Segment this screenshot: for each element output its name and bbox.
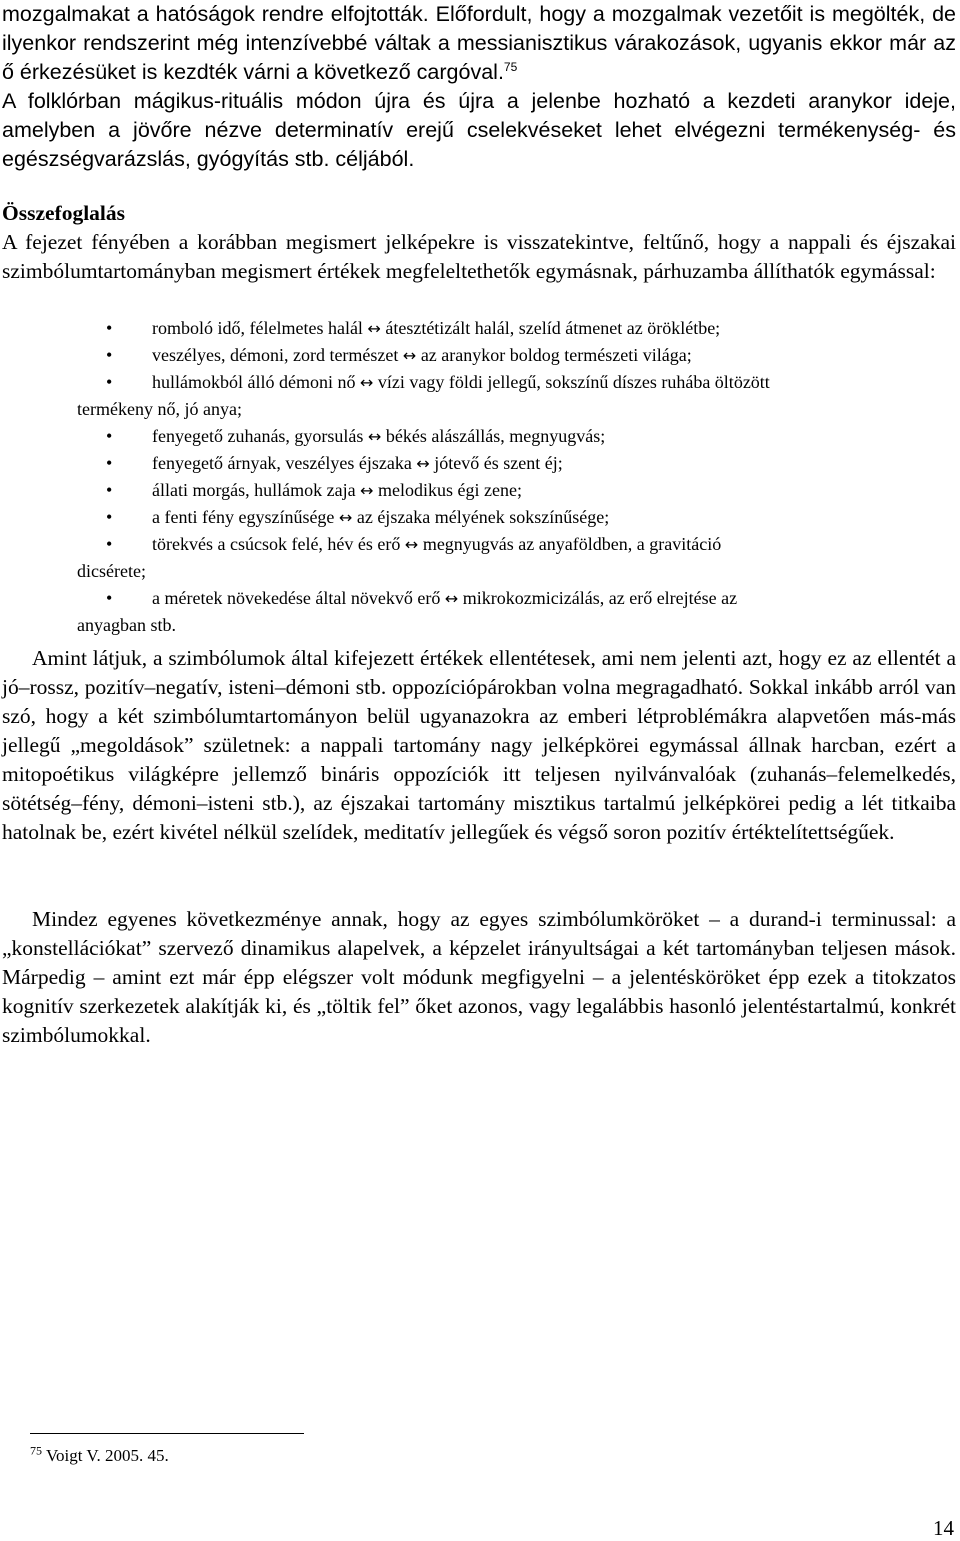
bullet-icon: • — [106, 534, 113, 554]
item-continuation: anyagban stb. — [77, 615, 176, 635]
double-arrow-icon: ↔ — [444, 589, 459, 608]
list-item — [2, 477, 956, 504]
page-number: 14 — [933, 1516, 954, 1540]
section-heading: Összefoglalás — [2, 201, 126, 225]
item-continuation: dicsérete; — [77, 561, 146, 581]
double-arrow-icon: ↔ — [338, 508, 353, 527]
item-left: hullámokból álló démoni nő — [152, 372, 356, 392]
paragraph-summary-intro: A fejezet fényében a korábban megismert jelképekre is visszatekintve, feltűnő, hogy a nappali és éjszakai szimbólumtartományban megismert értékek megfeleltethetők egymásnak, párhuzamba állíthatók egymással: — [2, 230, 956, 283]
item-right: vízi vagy földi jellegű, sokszínű díszes ruhába öltözött — [377, 372, 770, 392]
paragraph-constellations: Mindez egyenes következménye annak, hogy az egyes szimbólumköröket – a durand-i terminussal: a „konstellációkat” szervező dinamikus alapelvek, a képzelet irányultságai a két tartományban teljesen mások. Márpedig – amint ezt már épp elégszer volt módunk megfigyelni – a jelentésköröket épp ezek a titokzatos kognitív szerkezetek alakítják ki, és „töltik fel” őket azonos, vagy legalábbis hasonló jelentéstartalmú, konkrét szimbólumokkal. — [2, 907, 956, 1047]
footnote-divider — [30, 1433, 304, 1434]
item-right: jótevő és szent éj; — [434, 453, 563, 473]
bullet-icon: • — [106, 507, 113, 527]
item-left: a méretek növekedése által növekvő erő — [152, 588, 441, 608]
item-right: az aranykor boldog természeti világa; — [420, 345, 692, 365]
double-arrow-icon: ↔ — [359, 373, 374, 392]
double-arrow-icon: ↔ — [367, 319, 381, 338]
item-left: romboló idő, félelmetes halál — [152, 318, 363, 338]
footnote-text: Voigt V. 2005. 45. — [45, 1446, 169, 1465]
item-left: állati morgás, hullámok zaja — [152, 480, 356, 500]
list-item — [2, 585, 956, 639]
item-continuation: termékeny nő, jó anya; — [77, 399, 242, 419]
double-arrow-icon: ↔ — [404, 535, 419, 554]
item-right: megnyugvás az anyaföldben, a gravitáció — [422, 534, 722, 554]
list-item — [2, 342, 956, 369]
footnote-reference: 75 — [503, 59, 518, 74]
paragraph-cargo-movements — [2, 0, 956, 87]
paragraph-folklore: A folklórban mágikus-rituális módon újra és újra a jelenbe hozható a kezdeti aranykor ideje, amelyben a jövőre nézve determinatív erejű cselekvéseket lehet elvégezni termékenység- és egészségvarázslás, gyógyítás stb. céljából. — [2, 89, 956, 171]
list-item — [2, 450, 956, 477]
item-right: békés alászállás, megnyugvás; — [385, 426, 606, 446]
bullet-icon: • — [106, 372, 113, 392]
bullet-icon: • — [106, 588, 113, 608]
item-right: átesztétizált halál, szelíd átmenet az öröklétbe; — [385, 318, 721, 338]
item-left: fenyegető árnyak, veszélyes éjszaka — [152, 453, 412, 473]
item-right: az éjszaka mélyének sokszínűsége; — [356, 507, 610, 527]
paragraph-values-opposition: Amint látjuk, a szimbólumok által kifejezett értékek ellentétesek, ami nem jelenti azt, hogy ez az ellentét a jó–rossz, pozitív–negatív, isteni–démoni stb. oppozíciópárokban volna megragadható. Sokkal inkább arról van szó, hogy a két szimbólumtartományon belül ugyanazokra az emberi létproblémákra alapvetően más-más jellegű „megoldások” születnek: a nappali tartomány nagy jelképkörei egymással állnak harcban, ezért a mitopoétikus világképre jellemző bináris oppozíciók itt teljesen nyilvánvalóak (zuhanás–felemelkedés, sötétség–fény, démoni–isteni stb.), az éjszakai tartomány misztikus tartalmú jelképkörei pedig a lét titkaiba hatolnak be, ezért kivétel nélkül szelídek, meditatív jellegűek és végső soron pozitív értéktelítettségűek. — [2, 646, 956, 844]
item-left: törekvés a csúcsok felé, hév és erő — [152, 534, 401, 554]
bullet-icon: • — [106, 345, 113, 365]
item-left: veszélyes, démoni, zord természet — [152, 345, 399, 365]
bullet-icon: • — [106, 480, 113, 500]
list-item — [2, 531, 956, 585]
list-item — [2, 315, 956, 342]
footnote-number: 75 — [30, 1443, 42, 1458]
bullet-icon: • — [106, 453, 113, 473]
double-arrow-icon: ↔ — [367, 427, 382, 446]
list-item — [2, 423, 956, 450]
item-left: fenyegető zuhanás, gyorsulás — [152, 426, 364, 446]
item-left: a fenti fény egyszínűsége — [152, 507, 335, 527]
paragraph-text: mozgalmakat a hatóságok rendre elfojtották. Előfordult, hogy a mozgalmak vezetőit is megölték, de ilyenkor rendszerint még intenzívebbé váltak a messianisztikus várakozások, ugyanis ekkor már az ő érkezésüket is kezdték várni a következő cargóval. — [2, 2, 956, 84]
double-arrow-icon: ↔ — [402, 346, 417, 365]
list-item — [2, 369, 956, 423]
list-item — [2, 504, 956, 531]
bullet-icon: • — [106, 426, 113, 446]
item-right: melodikus égi zene; — [378, 480, 522, 500]
double-arrow-icon: ↔ — [416, 454, 430, 473]
double-arrow-icon: ↔ — [360, 481, 374, 500]
footnote — [30, 1444, 169, 1468]
bullet-icon: • — [106, 318, 113, 338]
opposition-list — [2, 315, 956, 639]
item-right: mikrokozmicizálás, az erő elrejtése az — [462, 588, 738, 608]
